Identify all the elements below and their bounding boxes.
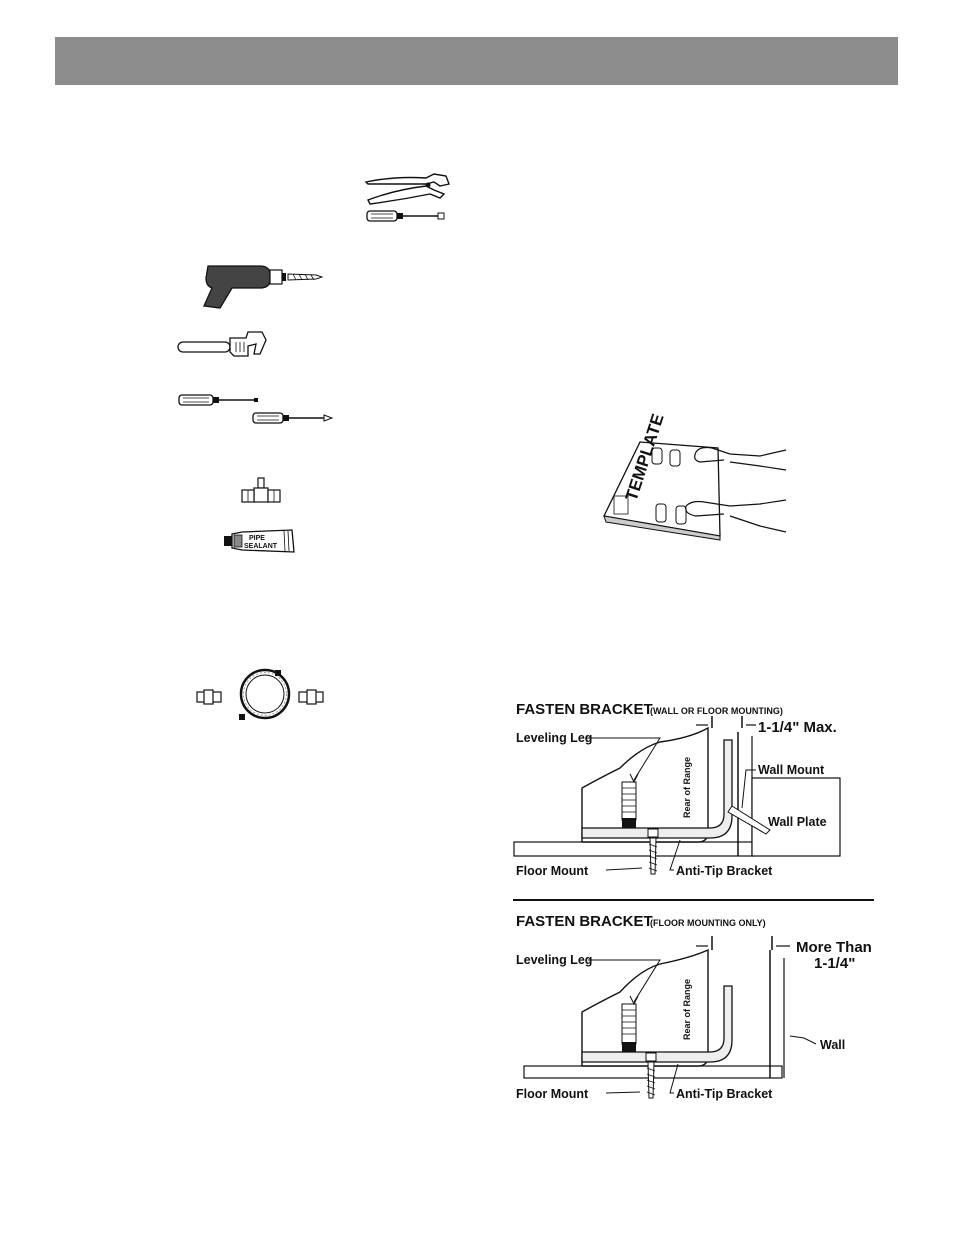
diagram2-more-than-label: More Than	[796, 939, 872, 956]
pipe-sealant-label-top: PIPE	[249, 535, 265, 542]
flat-screwdriver-icon	[178, 392, 262, 408]
diagram1-floor-mount-label: Floor Mount	[516, 864, 589, 878]
pipe-wrench-icon	[176, 330, 268, 364]
fasten-bracket-diagram-wall-or-floor	[510, 698, 880, 888]
fasten-bracket-diagram-floor-only	[510, 910, 880, 1106]
pipe-sealant-icon	[222, 528, 296, 556]
phillips-screwdriver-icon	[252, 410, 334, 426]
flex-connector-icon	[195, 668, 335, 726]
diagram-divider	[513, 899, 874, 901]
template-figure	[600, 411, 790, 540]
diagram2-anti-tip-bracket-label: Anti-Tip Bracket	[676, 1087, 773, 1101]
diagram2-wall-label: Wall	[820, 1038, 846, 1052]
diagram1-subtitle: (WALL OR FLOOR MOUNTING)	[650, 706, 783, 716]
diagram2-rear-of-range-label: Rear of Range	[682, 978, 692, 1040]
diagram2-leveling-leg-label: Leveling Leg	[516, 953, 593, 967]
diagram1-max-gap-label: 1-1/4" Max.	[758, 719, 837, 736]
diagram1-wall-mount-label: Wall Mount	[758, 763, 825, 777]
section-header-bar	[55, 37, 898, 85]
diagram1-title: FASTEN BRACKET	[516, 701, 653, 718]
template-label: TEMPLATE	[621, 411, 668, 504]
screwdriver-icon	[366, 208, 446, 224]
drill-icon	[198, 262, 328, 312]
diagram1-wall-plate-label: Wall Plate	[768, 815, 827, 829]
diagram1-leveling-leg-label: Leveling Leg	[516, 731, 593, 745]
diagram2-title: FASTEN BRACKET	[516, 913, 653, 930]
diagram1-rear-of-range-label: Rear of Range	[682, 756, 692, 818]
diagram2-floor-mount-label: Floor Mount	[516, 1087, 589, 1101]
diagram2-subtitle: (FLOOR MOUNTING ONLY)	[650, 918, 766, 928]
shutoff-valve-icon	[240, 476, 284, 510]
diagram1-anti-tip-bracket-label: Anti-Tip Bracket	[676, 864, 773, 878]
diagram2-measure-label: 1-1/4"	[814, 955, 856, 972]
pipe-sealant-label-bottom: SEALANT	[244, 543, 278, 550]
